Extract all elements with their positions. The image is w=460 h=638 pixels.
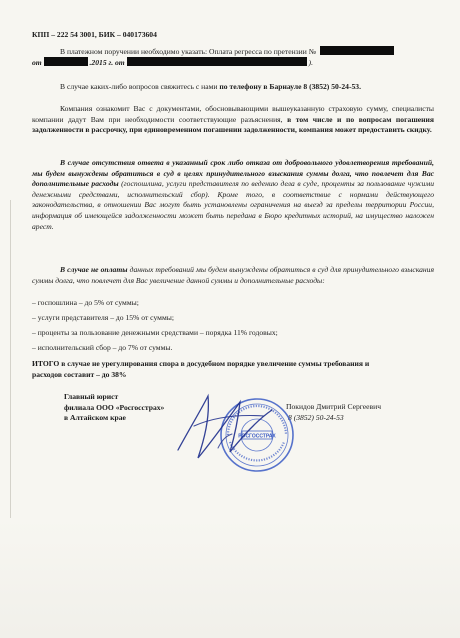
signatory-name: Покидов Дмитрий Сергеевич [286,402,382,411]
warning-text-bold: В случае отсутствия ответа в указанный срок либо отказа от добровольного удовлетворения требований, мы будем вынуждены обратиться в суд в целях принудительного взыскания суммы долга, что повлечет для Вас дополнительные расходы [32,158,434,189]
signatory-title [64,392,164,424]
cost-item [32,298,322,308]
payment-instruction-line1 [32,46,434,58]
company-text: Компания ознакомит Вас с документами, обосновывающими вышеуказанную страховую сумму, специалисты компании дадут Вам при необходимости соответствующие разъяснения, [32,104,434,124]
cost-item [32,313,322,323]
cost-item-text: – услуги представителя – до 15% от суммы; [32,313,174,322]
signatory-phone: 8 (3852) 50-24-53 [288,412,344,422]
handwritten-signature [168,388,278,466]
payment-close: ). [308,58,313,67]
payment-instruction-line2 [32,57,434,69]
payment-instruction-text: В платежном поручении необходимо указать: Оплата регресса по претензии № [60,47,316,56]
contact-phone: по телефону в Барнауле 8 (3852) 50-24-53. [219,82,361,91]
signatory-title-line: в Алтайском крае [64,413,126,423]
company-text-bold: в том числе и по вопросам погашения задолженности в рассрочку, при единовременном погашении задолженности, компания может предоставить скидку. [32,114,434,135]
cost-item [32,328,322,338]
cost-item-text: – исполнительский сбор – до 7% от суммы. [32,343,173,352]
cost-item [32,343,322,353]
signatory-title-line: Главный юрист [64,392,119,401]
nonpayment-paragraph [32,265,434,286]
signatory-title-line: филиала ООО «Росгосстрах» [64,402,165,412]
blank-lower-area [0,518,460,638]
stamp-center-label: РОСГОССТРАХ [238,433,276,440]
company-paragraph [32,104,434,136]
warning-text: (госпошлина, услуги представителя по ведению дела в суде, проценты за пользование чужими денежными средствами, исполнительский сбор). Кроме того, в соответствие с нормами действующего законодательства, в отношении Вас могут быть установлены ограничения на выезд за пределы территории России, информация об имеющейся задолженности может быть передана в Бюро кредитных историй, на имущество наложен арест. [32,179,434,231]
contact-paragraph [32,82,434,93]
redacted-claim-number [320,46,394,55]
nonpayment-lead: В случае не оплаты [60,265,128,274]
bank-requisites: КПП – 222 54 3001, БИК – 040173604 [32,30,157,39]
redacted-payer [127,57,307,66]
cost-item-text: – проценты за пользование денежными средствами – порядка 11% годовых; [32,328,278,337]
cost-item-text: – госпошлина – до 5% от суммы; [32,298,139,307]
payment-date-prefix: от [32,58,42,67]
warning-paragraph [32,158,434,232]
payment-year: .2015 г. от [89,58,125,67]
signatory-details [286,402,381,423]
redacted-date [44,57,88,66]
total-statement: ИТОГО в случае не урегулирования спора в досудебном порядке увеличение суммы требования и расходов составит – до 38% [32,359,370,379]
contact-text: В случае каких-либо вопросов свяжитесь с нами [60,82,218,91]
nonpayment-text: данных требований мы будем вынуждены обратиться в суд для принудительного взыскания суммы долга, что повлечет для Вас увеличение данной суммы и дополнительные расходы: [32,265,434,285]
